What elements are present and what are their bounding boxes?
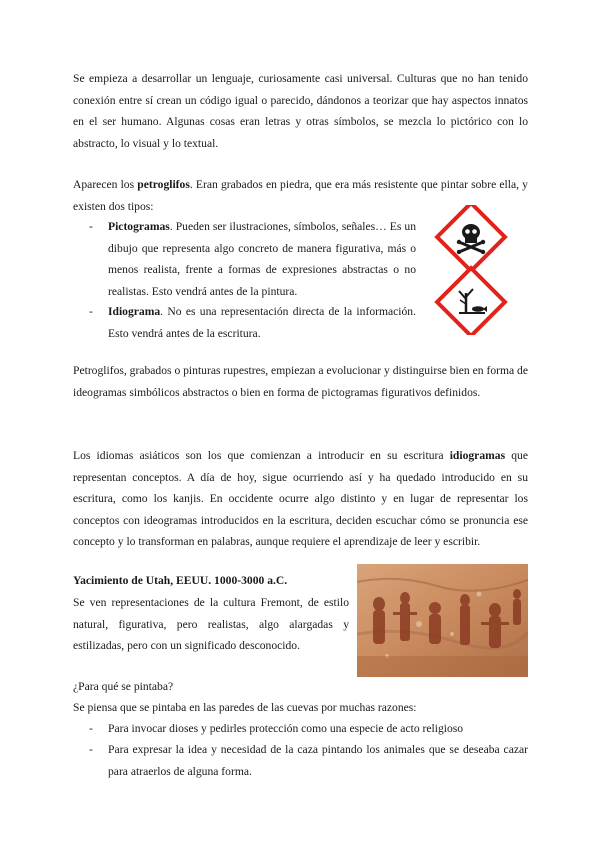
paragraph-evolucion: Petroglifos, grabados o pinturas rupestres, empiezan a evolucionar y distinguirse bien en forma de ideogramas simbólicos abstractos o bien en forma de pictogramas figurativos definidos. bbox=[73, 364, 528, 399]
bullet-idiograma: Idiograma. No es una representación directa de la información. Esto vendrá antes de la escritura. bbox=[108, 305, 416, 340]
rock-art-photo bbox=[357, 564, 528, 677]
bullet-caza: Para expresar la idea y necesidad de la caza pintando los animales que se deseaba cazar para atraerlos de alguna forma. bbox=[108, 743, 528, 778]
utah-heading: Yacimiento de Utah, EEUU. 1000-3000 a.C. bbox=[73, 574, 288, 587]
environment-hazard-icon bbox=[437, 268, 505, 335]
bullet-pictogramas: Pictogramas. Pueden ser ilustraciones, símbolos, señales… Es un dibujo que representa algo concreto de manera figurativa, más o menos realista, frente a formas de expresiones abstractas o no realistas. Esto vendrá antes de la pintura. bbox=[108, 220, 416, 298]
skull-crossbones-icon bbox=[437, 205, 505, 271]
term-idiogramas: idiogramas bbox=[449, 449, 506, 462]
utah-description: Se ven representaciones de la cultura Fremont, de estilo natural, figurativa, pero realistas, algo alargadas y estilizadas, pero con un significado desconocido. bbox=[73, 596, 349, 652]
paragraph-intro: Se empieza a desarrollar un lenguaje, curiosamente casi universal. Culturas que no han tenido conexión entre sí crean un código igual o parecido, dándonos a teorizar que hay aspectos innatos en el ser humano. Algunas cosas eran letras y otras símbolos, se mezcla lo pictórico con lo abstracto, lo visual y lo textual. bbox=[73, 72, 528, 150]
term-pictogramas: Pictogramas bbox=[108, 220, 170, 233]
question-heading: ¿Para qué se pintaba? bbox=[73, 680, 174, 693]
term-petroglifos: petroglifos bbox=[137, 178, 190, 191]
bullet-dash: - bbox=[89, 220, 93, 233]
paragraph-razones: Se piensa que se pintaba en las paredes de las cuevas por muchas razones: bbox=[73, 701, 417, 714]
bullet-dash: - bbox=[89, 722, 93, 735]
paragraph-idiomas-asiaticos: Los idiomas asiáticos son los que comienzan a introducir en su escritura idiogramas que representan conceptos. A día de hoy, sigue ocurriendo así y ha quedado introducido en su escritura, como los kanjis. En occidente ocurre algo distinto y en lugar de representar los conceptos con ideogramas introducidos en la escritura, deciden escuchar cómo se pronuncia ese concepto y lo transforman en palabras, aunque requiere el aprendizaje de leer y escribir. bbox=[73, 449, 529, 548]
hazard-pictograms bbox=[423, 205, 519, 335]
bullet-dash: - bbox=[89, 305, 93, 318]
bullet-invocar-dioses: Para invocar dioses y pedirles protección como una especie de acto religioso bbox=[108, 722, 464, 735]
bullet-dash: - bbox=[89, 743, 93, 756]
paragraph-petroglifos: Aparecen los petroglifos. Eran grabados en piedra, que era más resistente que pintar sobre ella, y existen dos tipos: bbox=[73, 178, 528, 213]
term-idiograma: Idiograma bbox=[108, 305, 161, 318]
